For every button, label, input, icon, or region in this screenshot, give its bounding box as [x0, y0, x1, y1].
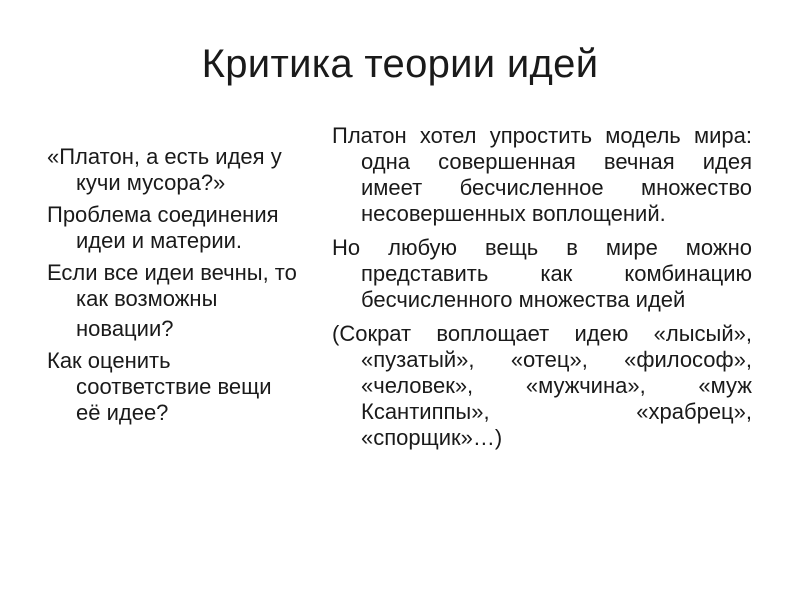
left-column	[47, 144, 297, 432]
slide-title: Критика теории идей	[201, 42, 599, 86]
right-column	[332, 123, 752, 459]
left-point-4: Как оценить соответствие вещи её идее?	[47, 348, 272, 425]
left-point-3: Если все идеи вечны, то как возможны	[47, 260, 297, 311]
right-point-1: Платон хотел упростить модель мира: одна совершенная вечная идея имеет бесчисленное множество несовершенных воплощений.	[332, 123, 752, 226]
left-point-2: Проблема соединения идеи и материи.	[47, 202, 279, 253]
right-point-3: (Сократ воплощает идею «лысый», «пузатый», «отец», «философ», «человек», «мужчина», «муж Ксантиппы», «храбрец», «спорщик»…)	[332, 321, 752, 450]
left-point-1: «Платон, а есть идея у кучи мусора?»	[47, 144, 282, 195]
right-point-2: Но любую вещь в мире можно представить как комбинацию бесчисленного множества идей	[332, 235, 752, 312]
left-point-3-continuation: новации?	[76, 316, 174, 341]
